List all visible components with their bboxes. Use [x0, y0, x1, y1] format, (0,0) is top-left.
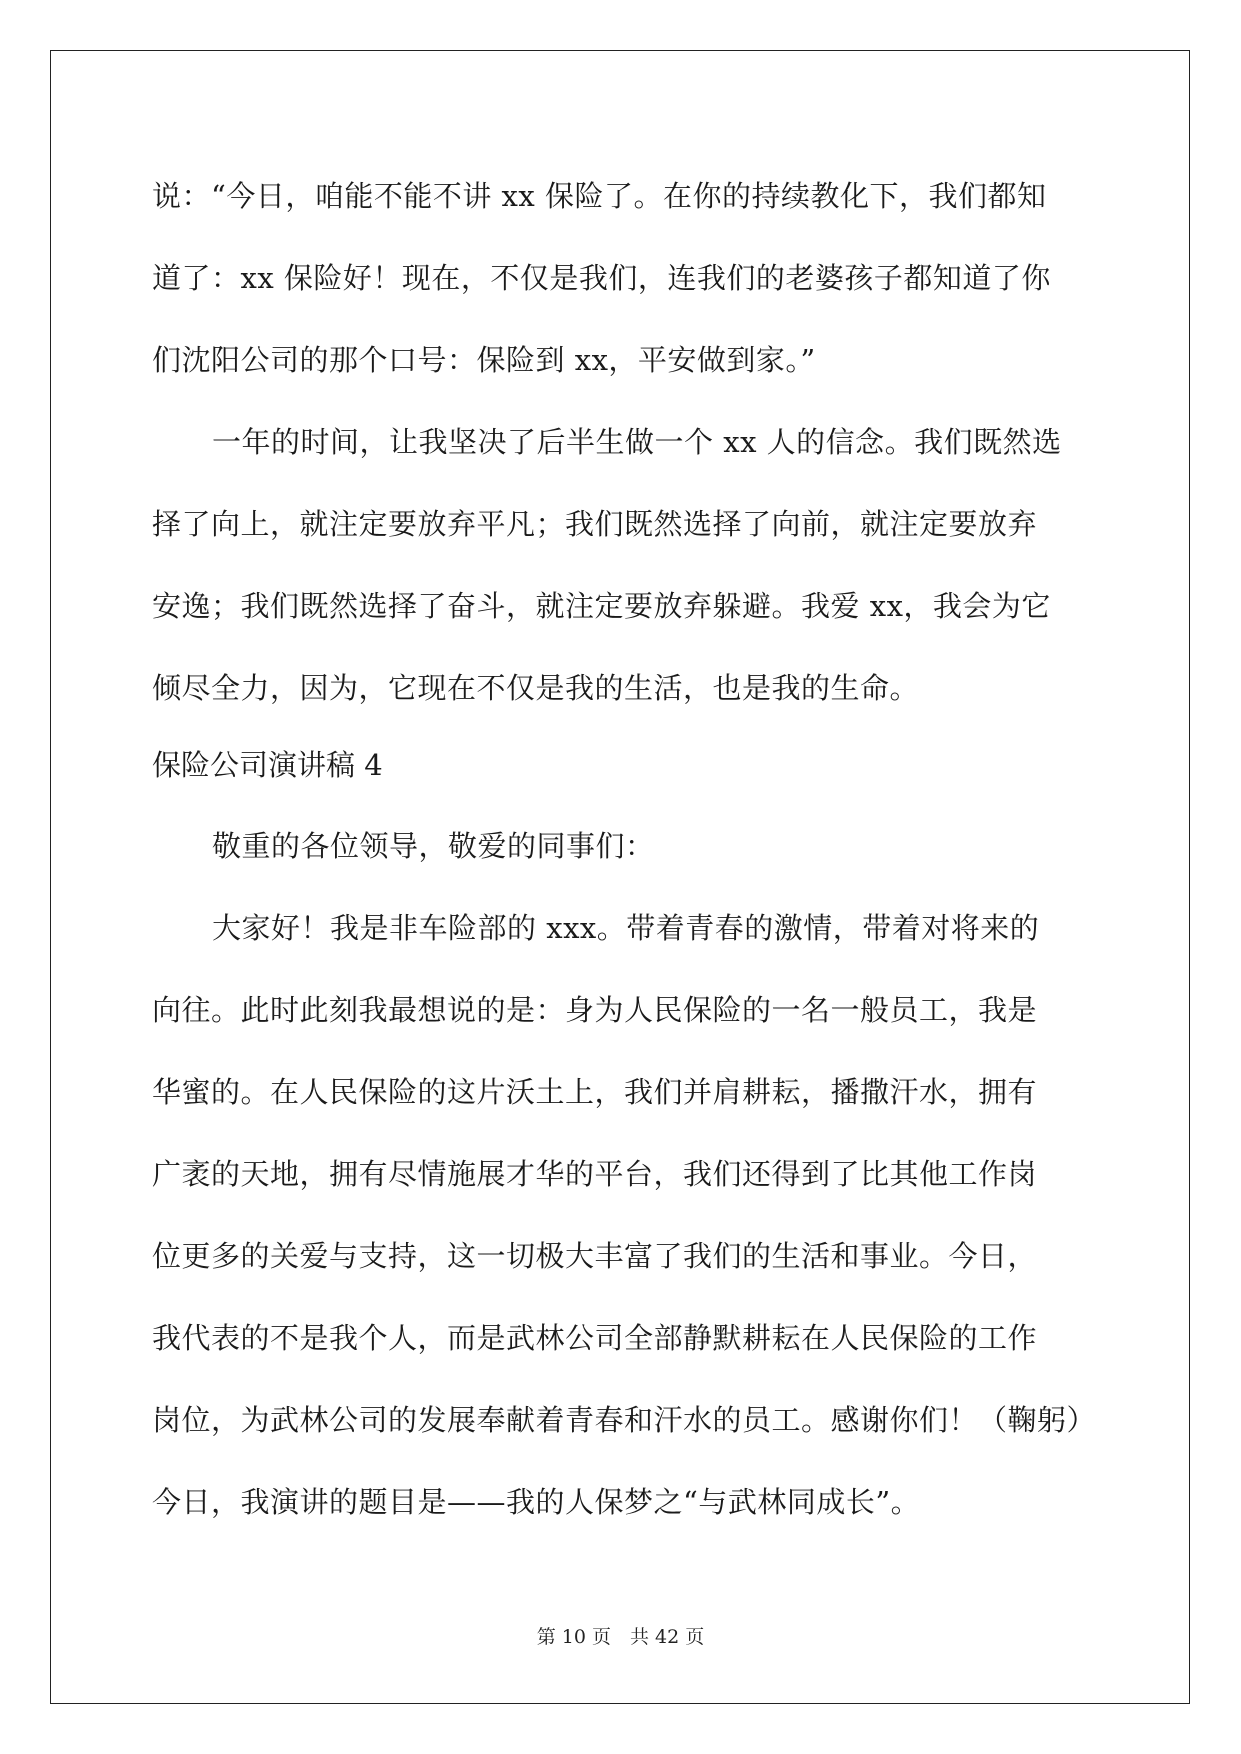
paragraph-line: 位更多的关爱与支持，这一切极大丰富了我们的生活和事业。今日， [152, 1239, 1038, 1273]
paragraph-line: 一年的时间，让我坚决了后半生做一个 xx 人的信念。我们既然选 [212, 425, 1062, 459]
paragraph-line: 大家好！我是非车险部的 xxx。带着青春的激情，带着对将来的 [212, 911, 1040, 945]
paragraph-line: 倾尽全力，因为，它现在不仅是我的生活，也是我的生命。 [152, 671, 920, 705]
paragraph-line: 敬重的各位领导，敬爱的同事们： [212, 829, 655, 863]
paragraph-line: 说：“今日，咱能不能不讲 xx 保险了。在你的持续教化下，我们都知 [152, 179, 1047, 213]
paragraph-line: 道了：xx 保险好！现在，不仅是我们，连我们的老婆孩子都知道了你 [152, 261, 1051, 295]
paragraph-line: 今日，我演讲的题目是——我的人保梦之“与武林同成长”。 [152, 1485, 921, 1519]
paragraph-line: 安逸；我们既然选择了奋斗，就注定要放弃躲避。我爱 xx，我会为它 [152, 589, 1051, 623]
paragraph-line: 广袤的天地，拥有尽情施展才华的平台，我们还得到了比其他工作岗 [152, 1157, 1038, 1191]
paragraph-line: 我代表的不是我个人，而是武林公司全部静默耕耘在人民保险的工作 [152, 1321, 1038, 1355]
paragraph-line: 华蜜的。在人民保险的这片沃土上，我们并肩耕耘，播撒汗水，拥有 [152, 1075, 1038, 1109]
document-body [152, 155, 1097, 1543]
paragraph-line: 择了向上，就注定要放弃平凡；我们既然选择了向前，就注定要放弃 [152, 507, 1038, 541]
paragraph-line: 岗位，为武林公司的发展奉献着青春和汗水的员工。感谢你们！（鞠躬） [152, 1403, 1097, 1437]
page-number-footer: 第 10 页 共 42 页 [536, 1626, 705, 1648]
paragraph-line: 向往。此时此刻我最想说的是：身为人民保险的一名一般员工，我是 [152, 993, 1038, 1027]
paragraph-line: 们沈阳公司的那个口号：保险到 xx，平安做到家。” [152, 343, 816, 377]
section-heading: 保险公司演讲稿 4 [152, 748, 383, 782]
